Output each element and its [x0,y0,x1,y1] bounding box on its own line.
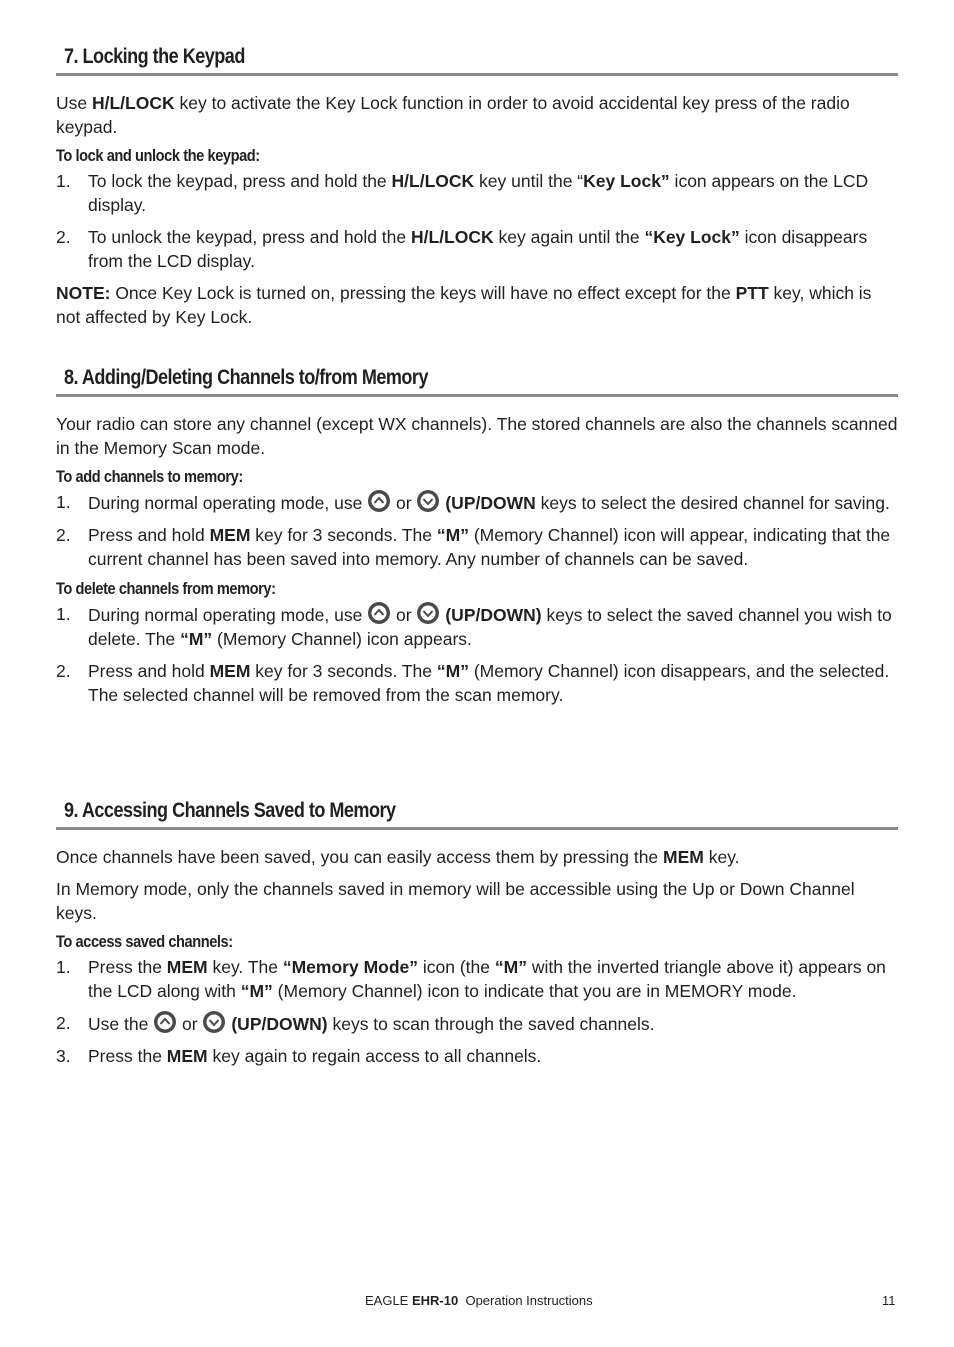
subheading: To delete channels from memory: [56,579,276,598]
steps-list [56,602,898,707]
subheading: To lock and unlock the keypad: [56,146,260,165]
page-number: 11 [882,1293,896,1308]
note-text: NOTE: Once Key Lock is turned on, pressing the keys will have no effect except for the PTT key, which is not affected by Key Lock. [56,283,872,327]
list-item: 2. To unlock the keypad, press and hold the H/L/LOCK key again until the “Key Lock” icon disappears from the LCD display. [56,227,868,271]
list-item: 1. During normal operating mode, use or (UP/DOWN keys to select the desired channel for saving. [56,492,890,513]
list-item: 1. To lock the keypad, press and hold the H/L/LOCK key until the “Key Lock” icon appears on the LCD display. [56,171,869,215]
section-intro: Use H/L/LOCK key to activate the Key Lock function in order to avoid accidental key press of the radio keypad. [56,93,850,137]
down-arrow-icon [203,1011,225,1033]
section-heading: 8. Adding/Deleting Channels to/from Memory [56,366,898,397]
up-arrow-icon [154,1011,176,1033]
steps-list [56,955,898,1068]
list-item: 2. Press and hold MEM key for 3 seconds. The “M” (Memory Channel) icon disappears, and the selected. The selected channel will be removed from the scan memory. [56,661,890,705]
section-locking-keypad [56,45,898,329]
section-intro: Your radio can store any channel (except WX channels). The stored channels are also the channels scanned in the Memory Scan mode. [56,414,898,458]
down-arrow-icon [417,602,439,624]
list-item: 1. During normal operating mode, use or (UP/DOWN) keys to select the saved channel you wish to delete. The “M” (Memory Channel) icon appears. [56,604,892,649]
steps-list [56,490,898,571]
subheading: To add channels to memory: [56,467,243,486]
steps-list [56,169,898,273]
section-heading: 9. Accessing Channels Saved to Memory [56,799,898,830]
section-adding-deleting [56,366,898,715]
section-intro-2: In Memory mode, only the channels saved in memory will be accessible using the Up or Down Channel keys. [56,879,855,923]
section-heading: 7. Locking the Keypad [56,45,898,76]
down-arrow-icon [417,490,439,512]
list-item: 2. Press and hold MEM key for 3 seconds. The “M” (Memory Channel) icon will appear, indicating that the current channel has been saved into memory. Any number of channels can be saved. [56,525,891,569]
list-item: 1. Press the MEM key. The “Memory Mode” icon (the “M” with the inverted triangle above it) appears on the LCD along with “M” (Memory Channel) icon to indicate that you are in MEMORY mode. [56,957,886,1001]
list-item: 3. Press the MEM key again to regain access to all channels. [56,1046,542,1066]
up-arrow-icon [368,490,390,512]
section-accessing-channels [56,799,898,1076]
subheading: To access saved channels: [56,932,233,951]
section-intro: Once channels have been saved, you can easily access them by pressing the MEM key. [56,847,740,867]
up-arrow-icon [368,602,390,624]
list-item: 2. Use the or (UP/DOWN) keys to scan through the saved channels. [56,1013,655,1034]
footer-title: EAGLE EHR-10 Operation Instructions [365,1293,593,1308]
